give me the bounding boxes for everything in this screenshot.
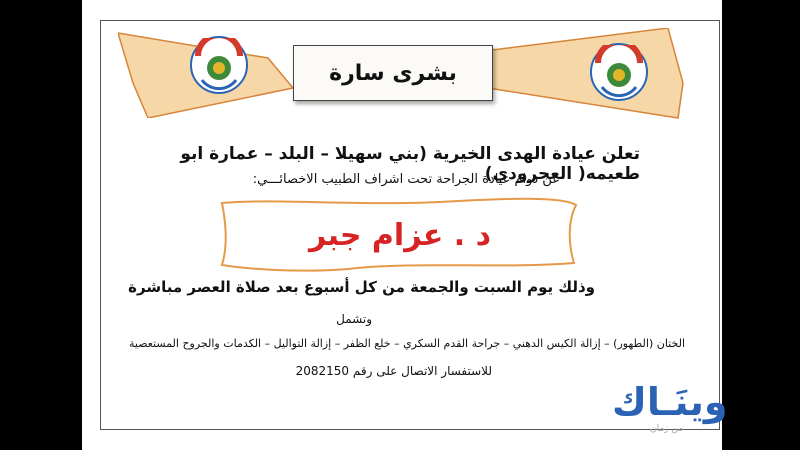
association-seal-right bbox=[590, 43, 648, 101]
services-list: الختان (الطهور) – إزالة الكيس الدهني – جراحة القدم السكري – خلع الظفر – إزالة التواليل – الكدمات والجروح المستعصية bbox=[128, 337, 685, 350]
services-intro: وتشمل bbox=[336, 312, 372, 326]
working-days: وذلك يوم السبت والجمعة من كل أسبوع بعد صلاة العصر مباشرة bbox=[128, 278, 595, 296]
site-tagline: من زمان bbox=[650, 424, 684, 434]
clinic-announcement: تعلن عيادة الهدى الخيرية (بني سهيلا – البلد – عمارة ابو طعيمه( العجرودي) bbox=[180, 144, 640, 184]
doctor-name: د . عزام جبر bbox=[308, 218, 492, 253]
ribbon-right bbox=[468, 28, 688, 123]
title-banner bbox=[293, 45, 493, 101]
contact-phone: للاستفسار الاتصال على رقم 2082150 bbox=[295, 364, 492, 378]
association-seal-left bbox=[190, 36, 248, 94]
flyer-title: بشرى سارة bbox=[329, 60, 457, 86]
surgery-schedule-intro: عن دوام عيادة الجراحة تحت اشراف الطبيب الاخصائـــي: bbox=[252, 172, 560, 187]
site-logo: وينَـاك bbox=[612, 380, 728, 424]
